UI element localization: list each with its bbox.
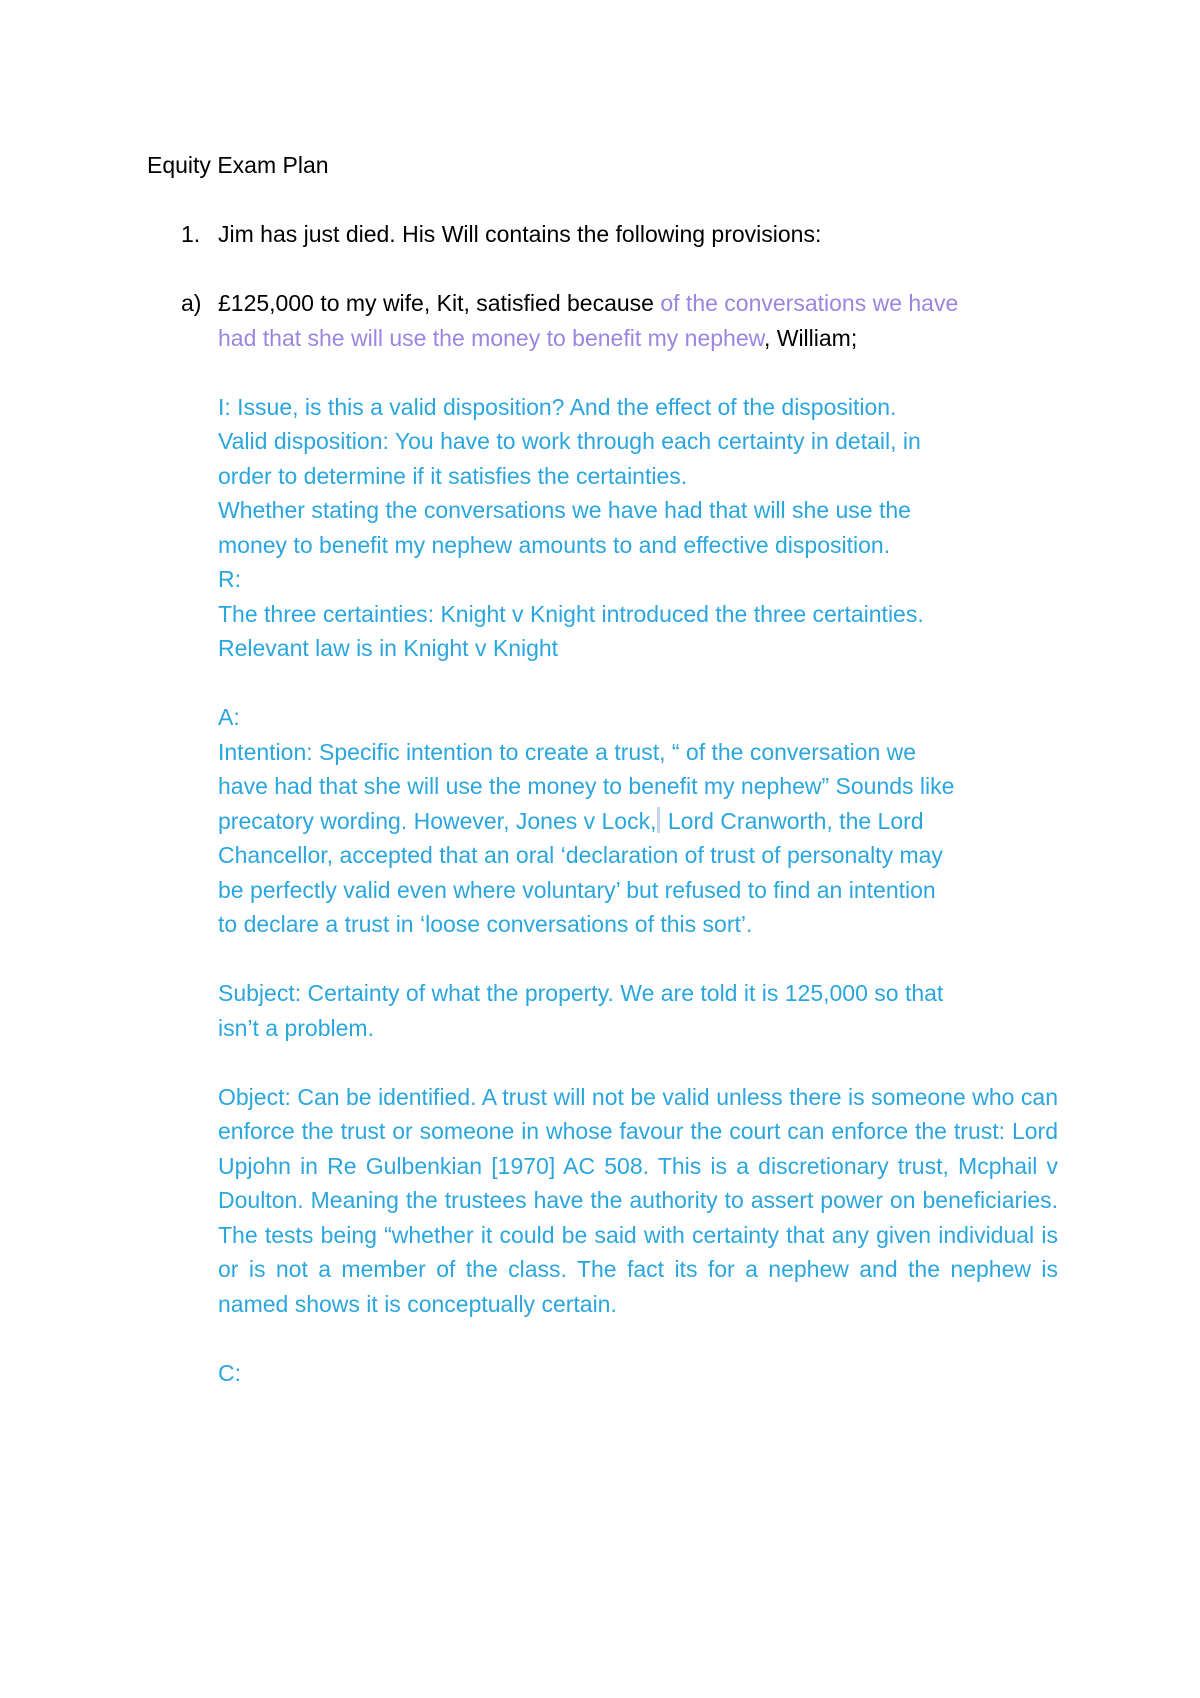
issue-section — [218, 390, 1058, 563]
intention-line: Intention: Specific intention to create a trust, “ of the conversation we — [218, 738, 917, 765]
subject-line: Subject: Certainty of what the property. We are told it is 125,000 so that — [218, 980, 944, 1006]
provision-text: £125,000 to my wife, Kit, satisfied because — [218, 290, 661, 316]
question-number: 1. — [181, 221, 201, 247]
subject-line: isn’t a problem. — [218, 1014, 374, 1041]
provision-beneficiary: , William; — [763, 324, 858, 351]
subject-section — [218, 976, 1058, 1045]
document-title: Equity Exam Plan — [147, 152, 329, 178]
provision-highlight-2: had that she will use the money to benefit my nephew — [218, 324, 764, 351]
rule-line: The three certainties: Knight v Knight introduced the three certainties. — [218, 600, 924, 627]
rule-section — [218, 562, 1058, 666]
intention-line: be perfectly valid even where voluntary’ but refused to find an intention — [218, 876, 936, 903]
intention-line: to declare a trust in ‘loose conversations of this sort’. — [218, 911, 753, 937]
provision-line-2 — [218, 321, 1058, 356]
provision-highlight-1: of the conversations we have — [660, 290, 959, 316]
conclusion-section — [218, 1356, 1058, 1391]
issue-line: order to determine if it satisfies the certainties. — [218, 462, 688, 489]
issue-line: Whether stating the conversations we have had that will she use the — [218, 497, 911, 523]
intention-line: Chancellor, accepted that an oral ‘declaration of trust of personalty may — [218, 842, 943, 868]
conclusion-label: C: — [218, 1359, 241, 1386]
intention-line — [218, 804, 1058, 839]
analysis-section — [218, 700, 1058, 942]
provision-line-1 — [218, 286, 1058, 321]
provision-content — [218, 286, 1058, 1390]
object-paragraph: Object: Can be identified. A trust will not be valid unless there is someone who can enforce the trust or someone in whose favour the court can enforce the trust: Lord Upjohn in Re Gulbenkian [1970] AC 508. This is a discretionary trust, Mcphail v Doulton. Meaning the trustees have the authority to assert power on beneficiaries. The tests being “whether it could be said with certainty that any given individual is or is not a member of the class. The fact its for a nephew and the nephew is named shows it is conceptually certain. — [218, 1083, 1058, 1317]
issue-line: Valid disposition: You have to work through each certainty in detail, in — [218, 428, 921, 454]
issue-line: money to benefit my nephew amounts to and effective disposition. — [218, 531, 891, 558]
provision-label: a) — [181, 290, 202, 316]
rule-line: Relevant law is in Knight v Knight — [218, 635, 559, 661]
question-text: Jim has just died. His Will contains the following provisions: — [218, 221, 822, 247]
analysis-label: A: — [218, 704, 240, 730]
intention-judge-text: Lord Cranworth, the Lord — [661, 807, 924, 834]
rule-label: R: — [218, 566, 241, 592]
issue-line: I: Issue, is this a valid disposition? And the effect of the disposition. — [218, 393, 897, 420]
intention-case-text: precatory wording. However, Jones v Lock, — [218, 807, 657, 834]
intention-line: have had that she will use the money to benefit my nephew” Sounds like — [218, 773, 955, 799]
